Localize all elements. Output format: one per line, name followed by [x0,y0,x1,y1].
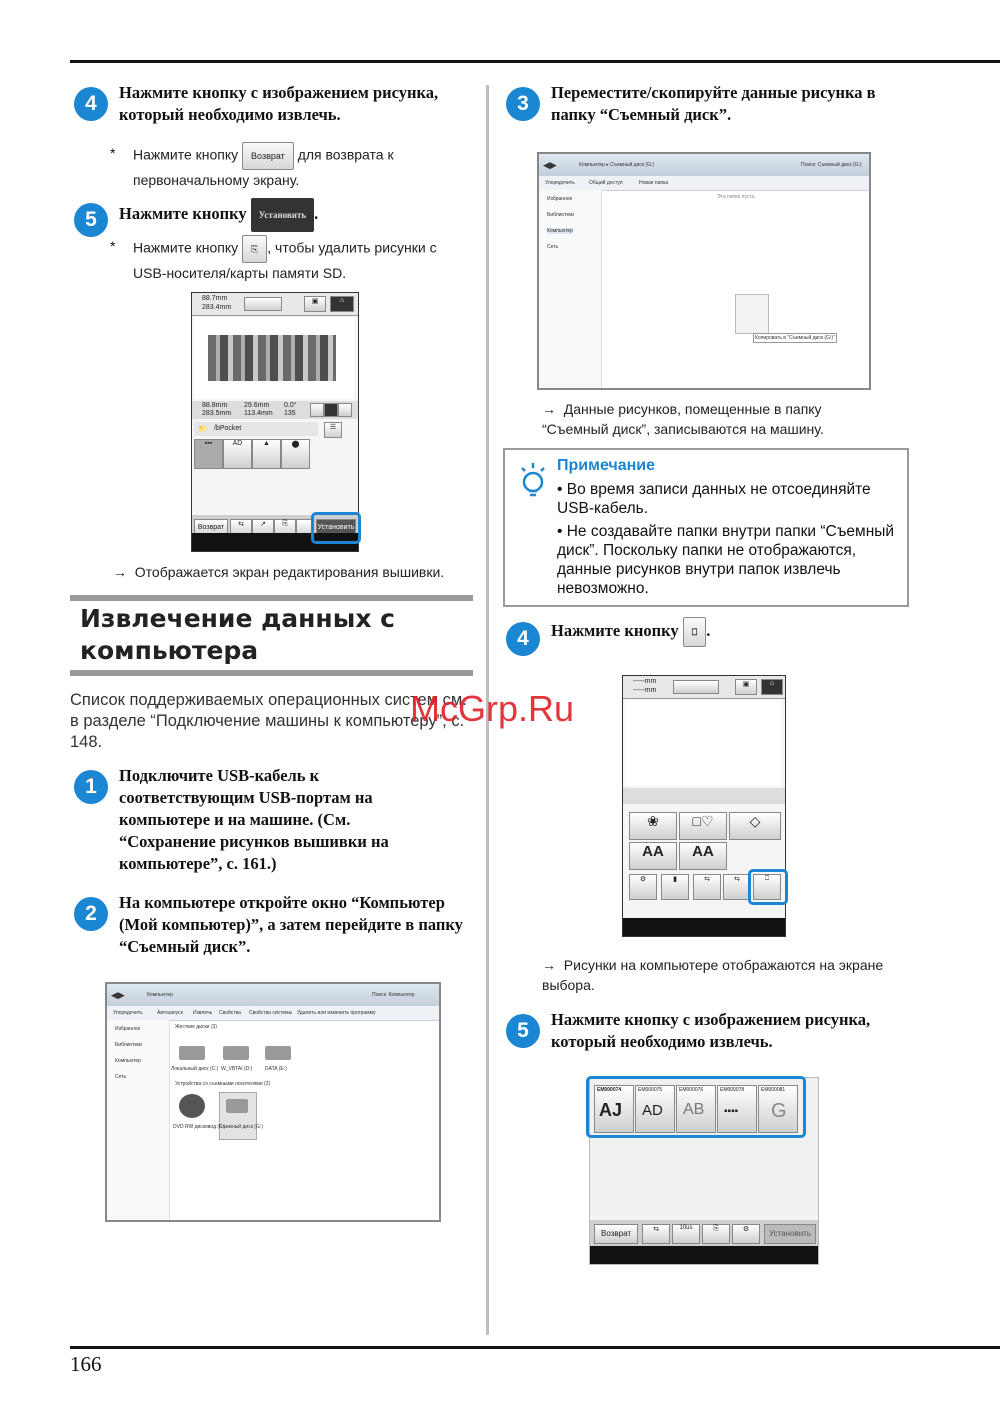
note-asterisk: * [110,145,116,161]
drive-icon[interactable] [223,1046,249,1060]
address-bar[interactable]: Компьютер ▸ Съемный диск (G:) [579,162,655,168]
thumbnail[interactable]: ▪▪▪ [194,439,223,469]
step-4-right-title: Нажмите кнопку ⎕ . [551,617,851,647]
screen-header [623,676,785,699]
info-value: 29.6mm [244,402,270,409]
pattern-list-highlight [586,1076,806,1138]
lightbulb-icon [518,461,548,499]
dvd-icon[interactable] [179,1094,205,1118]
toolbar-item[interactable]: Свойства [219,1010,241,1016]
top-rule [70,60,1000,63]
step-badge-1: 1 [74,770,108,804]
info-bar [192,401,358,419]
folder-up-icon[interactable]: ☰ [324,422,342,438]
folder-bar [194,422,318,436]
set-button[interactable]: Установить [764,1224,816,1244]
nav-item[interactable]: Избранное [115,1026,141,1032]
view-icon[interactable] [338,403,352,417]
drive-label: DATA (E:) [265,1066,287,1072]
step-2-title: На компьютере откройте окно “Компьютер (Мой компьютер)”, а затем перейдите в папку “Съемный диск”. [119,893,463,956]
size-buttons[interactable] [244,297,282,311]
page-number: 166 [70,1352,102,1376]
toolbar-item[interactable]: Свойства системы [249,1010,293,1016]
view-icon[interactable] [310,403,324,417]
memory-icon[interactable]: ⚙ [629,874,657,900]
pin-icon[interactable] [672,1224,700,1244]
nav-item[interactable]: Сеть [115,1074,127,1080]
drive-icon [226,1099,248,1113]
window-toolbar [539,176,869,191]
pattern-id: EM000075 [638,1087,663,1093]
note-text: для возврата к первоначальному экрану. [133,146,394,188]
computer-source-icon: ⎕ [683,617,706,647]
result-text: Рисунки на компьютере отображаются на экране выбора. [542,957,884,993]
pattern-glyph: AJ [599,1100,623,1120]
explorer-window-removable [537,152,871,390]
delete-icon[interactable]: ⎘ [274,519,296,537]
info-value: 283.5mm [202,410,232,417]
step-4-title: Нажмите кнопку с изображением рисунка, который необходимо извлечь. [119,83,439,124]
toolbar-item[interactable]: Новая папка [639,180,669,186]
pattern-glyph: AB [683,1101,705,1118]
group-header: Жесткие диски (3) [175,1024,217,1030]
pattern-id: EM000074 [597,1087,622,1093]
font-button-2[interactable]: AA [679,842,727,870]
font-button[interactable]: AA [629,842,677,870]
design-preview [194,317,354,399]
note-text: , чтобы удалить рисунки с USB-носителя/карты памяти SD. [133,239,437,281]
info-value: 113.4mm [244,410,273,417]
usb-icon[interactable]: ⇆ [230,519,252,537]
step-5-title: Нажмите кнопку Установить . [119,198,459,232]
status-bar [590,1246,818,1264]
home-icon[interactable]: ⌂ [330,296,354,312]
note-item-text: Во время записи данных не отсоединяйте USB-кабель. [557,481,871,517]
step-5-note [133,235,473,283]
section-title-line: Извлечение данных с [80,604,395,633]
computer-button-highlight [748,869,788,905]
drive-label: Локальный диск (C:) [171,1066,219,1072]
nav-item[interactable]: Компьютер [115,1058,141,1064]
frame-pattern-button[interactable]: □♡ [679,812,727,840]
toolbar-item[interactable]: Упорядочить [113,1010,143,1016]
stitch-time: 10us [679,1225,693,1231]
title-text: Нажмите кнопку [551,620,679,640]
step-4-right-result: → Рисунки на компьютере отображаются на экране выбора. [542,957,884,993]
info-value: 0.0° [284,402,297,409]
intro-paragraph: Список поддерживаемых операционных систем см. в разделе “Подключение машины к компьютеру”, с. 148. [70,691,467,751]
nav-item[interactable]: Избранное [547,196,573,202]
pattern-glyph: G [771,1100,787,1122]
toolbar-item[interactable]: Удалить или изменить программу [297,1010,376,1016]
info-value: 88.8mm [202,402,228,409]
preview-area [625,700,781,786]
window-titlebar [107,984,439,1006]
note-item: • Не создавайте папки внутри папки “Съемный диск”. Поскольку папки не отображаются, данные рисунков внутри папок извлечь невозможно. [557,523,895,597]
delete-icon[interactable]: ⎘ [702,1224,730,1244]
result-text: Отображается экран редактирования вышивки. [134,564,445,580]
tool-icon[interactable]: ⚙ [732,1224,760,1244]
note-text: Нажмите кнопку [133,239,239,256]
view-icon[interactable] [324,403,338,417]
pattern-id: EM000076 [679,1087,704,1093]
screen-header [192,293,358,316]
copy-tooltip: Копировать в "Съемный диск (G:)" [755,335,835,341]
pattern-glyph: ▪▪▪▪ [724,1106,739,1117]
pin-icon[interactable]: ↗ [252,519,274,537]
usb-icon-2[interactable]: ⇆ [723,874,751,900]
address-bar[interactable]: Компьютер [147,992,173,998]
result-text: Данные рисунков, помещенные в папку “Съемный диск”, записываются на машину. [542,401,824,437]
dims-label: -----mm [633,687,657,694]
sd-card-icon[interactable]: ▮ [661,874,689,900]
window-icon[interactable]: ▣ [735,679,757,695]
step-badge-4: 4 [74,87,108,121]
size-buttons[interactable] [673,680,719,694]
section-title-line: компьютера [80,636,259,665]
selected-drive[interactable] [219,1092,257,1140]
thumbnail[interactable]: ▲ [252,439,281,469]
computer-source-icon[interactable]: ⎕ [753,874,781,900]
note-asterisk: * [110,238,116,254]
search-input[interactable]: Поиск: Съемный диск (G:) [801,162,862,168]
group-header: Устройства со съемными носителями (2) [175,1081,271,1087]
butterfly-pattern-button[interactable]: ❀ [629,812,677,840]
thumbnails [194,439,310,469]
step-badge-3: 3 [506,87,540,121]
step-badge-5: 5 [74,203,108,237]
dims-label: -----mm [633,678,657,685]
step-5-right-title: Нажмите кнопку с изображением рисунка, который необходимо извлечь. [551,1010,871,1051]
bottom-rule [70,1346,1000,1349]
folder-icon: 📁 [198,426,207,433]
nav-item[interactable]: Библиотеки [547,212,575,218]
nav-item[interactable]: Сеть [547,244,559,250]
window-icon[interactable]: ▣ [304,296,326,312]
step-3-result: → Данные рисунков, помещенные в папку “Съемный диск”, записываются на машину. [542,401,824,437]
nav-item[interactable]: Библиотеки [115,1042,143,1048]
section-rule [70,670,473,676]
title-text: Нажмите кнопку [119,203,247,223]
note-title: Примечание [557,457,656,474]
pattern-id: EM000081 [761,1087,786,1093]
file-icon[interactable] [735,294,769,334]
pattern-image [208,335,336,381]
search-input[interactable]: Поиск: Компьютер [372,992,415,998]
back-button[interactable]: Возврат [594,1224,638,1244]
dims-label: 88.7mm [202,295,228,302]
set-button-highlight [311,512,361,544]
folder-path: /bPocket [214,425,242,432]
step-badge-4-right: 4 [506,622,540,656]
pattern-glyph: AD [642,1102,663,1119]
watermark: McGrp.Ru [410,688,575,729]
drive-icon[interactable] [179,1046,205,1060]
step-3-title: Переместите/скопируйте данные рисунка в папку “Съемный диск”. [551,83,876,124]
home-icon[interactable]: ⌂ [761,679,783,695]
button-row [590,1220,818,1246]
usb-icon[interactable]: ⇆ [693,874,721,900]
usb-icon[interactable]: ⇆ [642,1224,670,1244]
thumbnail[interactable]: ⬤ [281,439,310,469]
drive-label: W_VBTAI (D:) [221,1066,253,1072]
note-item-text: Не создавайте папки внутри папки “Съемный диск”. Поскольку папки не отображаются, данные рисунков внутри папок извлечь невозможно. [557,523,895,597]
monogram-button[interactable]: ◇ [729,812,781,840]
thumbnail[interactable]: AD [223,439,252,469]
nav-arrows-icon[interactable]: ◀▶ [543,160,557,170]
window-titlebar [539,154,869,176]
section-title [80,603,395,667]
step-badge-5-right: 5 [506,1014,540,1048]
set-button-inline: Установить [251,198,314,232]
toolbar-item[interactable]: Автозапуск [157,1010,183,1016]
note-text: Нажмите кнопку [133,146,239,163]
status-bar [623,918,785,936]
window-toolbar [107,1006,439,1021]
note-item: • Во время записи данных не отсоединяйте USB-кабель. [557,481,871,517]
step-5-result: → Отображается экран редактирования вышивки. [113,564,445,580]
empty-folder-text: Эта папка пуста. [717,194,756,200]
dims-label: 283.4mm [202,304,232,311]
back-button-inline: Возврат [242,142,294,170]
step-badge-2: 2 [74,897,108,931]
set-button[interactable]: Установить [316,519,356,537]
section-rule [70,595,473,601]
step-4-note [133,142,463,190]
drive-icon[interactable] [265,1046,291,1060]
step-1-title: Подключите USB-кабель к соответствующим USB-портам на компьютере и на машине. (См. “Сохранение рисунков вышивки на компьютере”, с. 161.) [119,766,389,873]
toolbar-item[interactable]: Извлечь [193,1010,213,1016]
drive-label: Съемный диск (G:) [219,1124,263,1130]
explorer-window-computer [105,982,441,1222]
nav-pane [107,1020,170,1220]
info-value: 135 [284,410,296,417]
nav-arrows-icon[interactable]: ◀▶ [111,990,125,1000]
info-bar [623,788,785,804]
pattern-id: EM000078 [720,1087,745,1093]
back-button[interactable]: Возврат [194,519,228,537]
nav-pane [539,190,602,388]
toolbar-item[interactable]: Упорядочить [545,180,575,186]
delete-icon: ⎘ [242,235,267,263]
drive-label: DVD RW дисковод (F:) [173,1124,226,1130]
toolbar-item[interactable]: Общий доступ [589,180,623,186]
nav-item[interactable]: Компьютер [547,228,573,234]
